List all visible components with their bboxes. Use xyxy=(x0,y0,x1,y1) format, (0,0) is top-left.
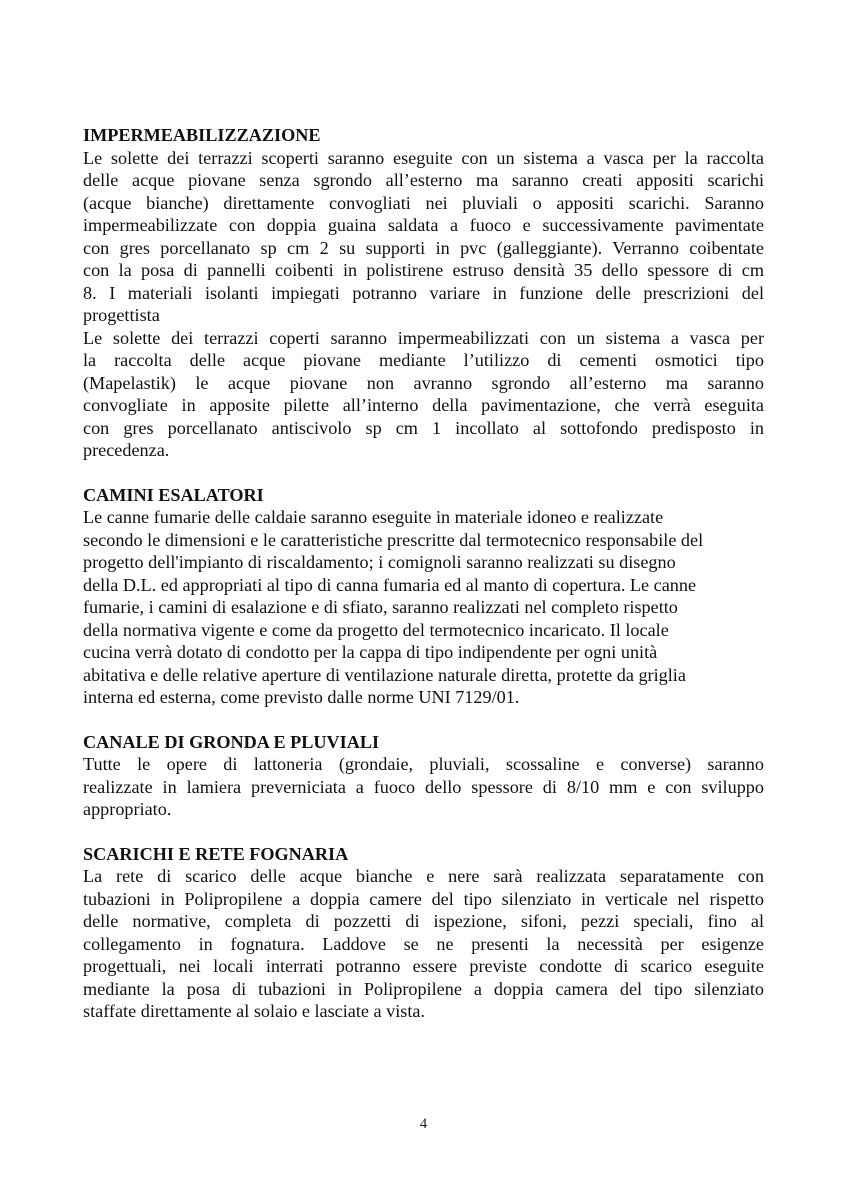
section-paragraph xyxy=(83,147,764,462)
text-line: tubazioni in Polipropilene a doppia camere del tipo silenziato in verticale nel rispetto xyxy=(83,888,764,909)
text-line: la raccolta delle acque piovane mediante l’utilizzo di cementi osmotici tipo xyxy=(83,350,764,370)
text-line: collegamento in fognatura. Laddove se ne presenti la necessità per esigenze xyxy=(83,933,764,954)
text-line: della D.L. ed appropriati al tipo di canna fumaria ed al manto di copertura. Le canne xyxy=(83,574,697,595)
text-line: interna ed esterna, come previsto dalle norme UNI 7129/01. xyxy=(83,687,520,707)
page-number: 4 xyxy=(419,1116,428,1132)
section-heading: IMPERMEABILIZZAZIONE xyxy=(83,125,321,145)
section-paragraph xyxy=(83,753,764,821)
section-heading: SCARICHI E RETE FOGNARIA xyxy=(83,843,349,864)
text-line: con la posa di pannelli coibenti in polistirene estruso densità 35 dello spessore di cm xyxy=(83,260,764,280)
text-line: con gres porcellanato antiscivolo sp cm 1 incollato al sottofondo predisposto in xyxy=(83,417,764,438)
text-line: secondo le dimensioni e le caratteristiche prescritte dal termotecnico responsabile del xyxy=(83,529,704,550)
section-paragraph xyxy=(83,865,764,1023)
text-line: cucina verrà dotato di condotto per la cappa di tipo indipendente per ogni unità xyxy=(83,642,658,662)
section-scarichi-e-rete-fognaria xyxy=(83,843,764,1023)
text-line: convogliate in apposite pilette all’interno della pavimentazione, che verrà eseguita xyxy=(83,395,764,415)
text-line: Le solette dei terrazzi coperti saranno impermeabilizzati con un sistema a vasca per xyxy=(83,327,764,348)
text-line: precedenza. xyxy=(83,440,170,460)
text-line: delle acque piovane senza sgrondo all’esterno ma saranno creati appositi scarichi xyxy=(83,170,764,190)
text-line: della normativa vigente e come da progetto del termotecnico incaricato. Il locale xyxy=(83,619,669,640)
text-line: mediante la posa di tubazioni in Polipropilene a doppia camera del tipo silenziato xyxy=(83,978,764,999)
section-heading: CANALE DI GRONDA E PLUVIALI xyxy=(83,731,380,752)
section-paragraph xyxy=(83,506,764,709)
text-line: realizzate in lamiera preverniciata a fuoco dello spessore di 8/10 mm e con sviluppo xyxy=(83,776,764,797)
text-line: 8. I materiali isolanti impiegati potranno variare in funzione delle prescrizioni del xyxy=(83,282,764,303)
text-line: progetto dell'impianto di riscaldamento; i comignoli saranno realizzati su disegno xyxy=(83,552,676,572)
text-line: delle normative, completa di pozzetti di ispezione, sifoni, pezzi speciali, fino al xyxy=(83,911,764,931)
document-page xyxy=(83,124,764,1045)
text-line: progettista xyxy=(83,305,160,325)
text-line: appropriato. xyxy=(83,799,172,819)
section-canale-di-gronda-e-pluviali xyxy=(83,731,764,821)
text-line: (acque bianche) direttamente convogliati nei pluviali o appositi scarichi. Saranno xyxy=(83,192,764,213)
text-line: con gres porcellanato sp cm 2 su supporti in pvc (galleggiante). Verranno coibentate xyxy=(83,237,764,258)
section-impermeabilizzazione xyxy=(83,124,764,462)
section-camini-esalatori xyxy=(83,484,764,709)
text-line: (Mapelastik) le acque piovane non avranno sgrondo all’esterno ma saranno xyxy=(83,372,764,393)
text-line: La rete di scarico delle acque bianche e nere sarà realizzata separatamente con xyxy=(83,866,764,886)
text-line: fumarie, i camini di esalazione e di sfiato, saranno realizzati nel completo rispetto xyxy=(83,597,678,617)
text-line: impermeabilizzate con doppia guaina saldata a fuoco e successivamente pavimentate xyxy=(83,215,764,235)
text-line: Tutte le opere di lattoneria (grondaie, pluviali, scossaline e converse) saranno xyxy=(83,754,764,774)
text-line: abitativa e delle relative aperture di ventilazione naturale diretta, protette da griglia xyxy=(83,664,686,685)
text-line: Le solette dei terrazzi scoperti saranno eseguite con un sistema a vasca per la raccolta xyxy=(83,147,764,168)
text-line: progettuali, nei locali interrati potranno essere previste condotte di scarico eseguite xyxy=(83,956,764,976)
section-heading: CAMINI ESALATORI xyxy=(83,484,264,505)
text-line: Le canne fumarie delle caldaie saranno eseguite in materiale idoneo e realizzate xyxy=(83,507,664,527)
text-line: staffate direttamente al solaio e lasciate a vista. xyxy=(83,1001,426,1021)
